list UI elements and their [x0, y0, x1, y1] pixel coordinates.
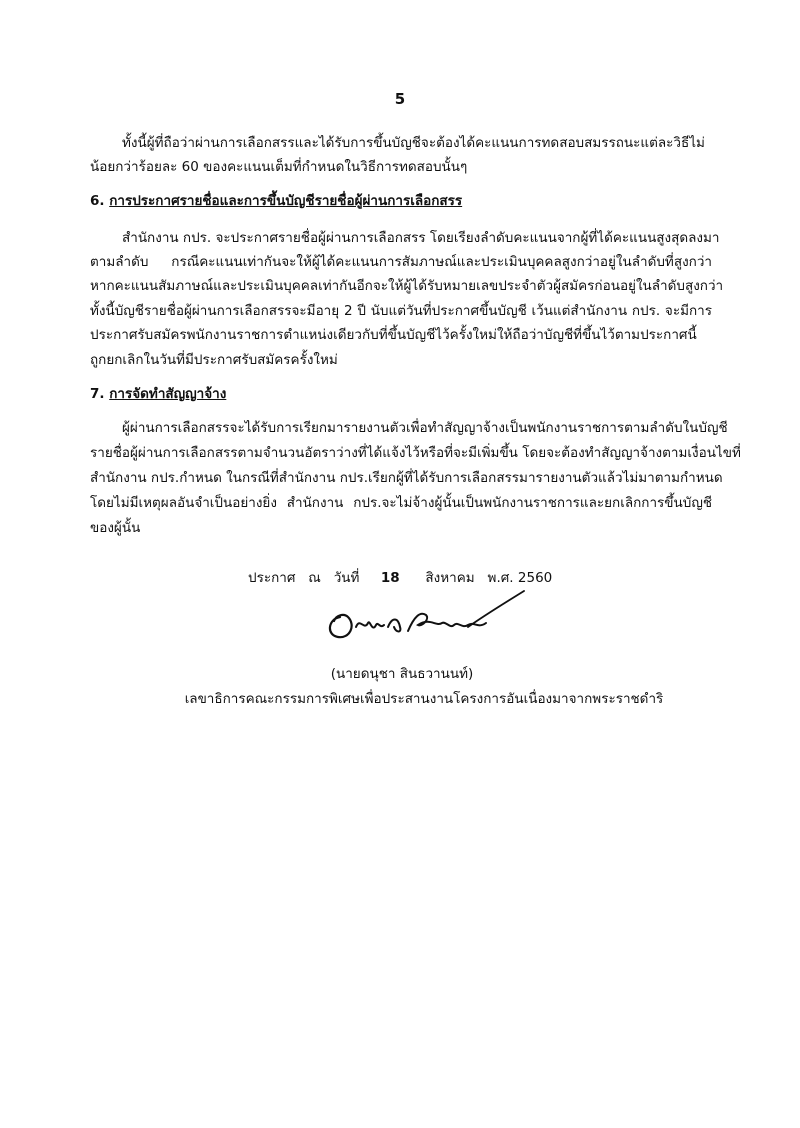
section-7-line-2: รายชื่อผู้ผ่านการเลือกสรรตามจำนวนอัตราว่างที่ได้แจ้งไว้หรือที่จะมีเพิ่มขึ้น โดยจะต้องทำสัญญาจ้างตามเงื่อนไขที่: [90, 445, 741, 461]
section-6-line-4: ทั้งนี้บัญชีรายชื่อผู้ผ่านการเลือกสรรจะมีอายุ 2 ปี นับแต่วันที่ประกาศขึ้นบัญชี เว้นแต่สำนักงาน กปร. จะมีการ: [90, 303, 712, 319]
section-6-title: การประกาศรายชื่อและการขึ้นบัญชีรายชื่อผู้ผ่านการเลือกสรร: [109, 193, 463, 209]
section-7-line-5: ของผู้นั้น: [90, 520, 141, 536]
announcement-day: 18: [380, 570, 400, 586]
announcement-year: 2560: [517, 570, 553, 586]
announcement-month: สิงหาคม: [425, 570, 475, 586]
section-7-line-1: ผู้ผ่านการเลือกสรรจะได้รับการเรียกมารายงานตัวเพื่อทำสัญญาจ้างเป็นพนักงานราชการตามลำดับในบัญชี: [122, 420, 728, 436]
section-7-line-3: สำนักงาน กปร.กำหนด ในกรณีที่สำนักงาน กปร.เรียกผู้ที่ได้รับการเลือกสรรมารายงานตัวแล้วไม่มาตามกำหนด: [90, 470, 723, 486]
signatory-name: (นายดนุชา สินธวานนท์): [330, 666, 474, 682]
continuation-line-1: ทั้งนี้ผู้ที่ถือว่าผ่านการเลือกสรรและได้รับการขึ้นบัญชีจะต้องได้คะแนนการทดสอบสมรรถนะแต่ละวิธีไม่: [122, 135, 705, 151]
section-6-heading: [90, 191, 712, 211]
section-7-line-4: โดยไม่มีเหตุผลอันจำเป็นอย่างยิ่ง สำนักงาน กปร.จะไม่จ้างผู้นั้นเป็นพนักงานราชการและยกเลิกการขึ้นบัญชี: [90, 495, 712, 511]
section-6-line-3: หากคะแนนสัมภาษณ์และประเมินบุคคลเท่ากันอีกจะให้ผู้ได้รับหมายเลขประจำตัวผู้สมัครก่อนอยู่ในลำดับสูงกว่า: [90, 278, 724, 294]
announcement-prefix: ประกาศ: [248, 570, 296, 586]
page-number: 5: [394, 90, 406, 108]
announcement-at: ณ: [308, 570, 321, 586]
section-6-line-5: ประกาศรับสมัครพนักงานราชการตำแหน่งเดียวกับที่ขึ้นบัญชีไว้ครั้งใหม่ให้ถือว่าบัญชีที่ขึ้นไว้ตามประกาศนี้: [90, 327, 697, 343]
continuation-line-2: น้อยกว่าร้อยละ 60 ของคะแนนเต็มที่กำหนดในวิธีการทดสอบนั้นๆ: [90, 159, 468, 175]
announcement-date: [248, 568, 648, 588]
signature-image: [318, 587, 528, 649]
section-7-number: 7.: [90, 386, 105, 402]
section-6-number: 6.: [90, 193, 105, 209]
section-6-line-2: ตามลำดับ กรณีคะแนนเท่ากันจะให้ผู้ได้คะแนนการสัมภาษณ์และประเมินบุคคลสูงกว่าอยู่ในลำดับที่สูงกว่า: [90, 254, 712, 270]
section-6-line-6: ถูกยกเลิกในวันที่มีประกาศรับสมัครครั้งใหม่: [90, 352, 338, 368]
section-7-heading: [90, 384, 712, 404]
announcement-day-label: วันที่: [333, 570, 360, 586]
signatory-position: เลขาธิการคณะกรรมการพิเศษเพื่อประสานงานโครงการอันเนื่องมาจากพระราชดำริ: [184, 691, 664, 707]
section-6-line-1: สำนักงาน กปร. จะประกาศรายชื่อผู้ผ่านการเลือกสรร โดยเรียงลำดับคะแนนจากผู้ที่ได้คะแนนสูงสุดลงมา: [122, 230, 720, 246]
section-7-title: การจัดทำสัญญาจ้าง: [109, 386, 227, 402]
announcement-era: พ.ศ.: [487, 570, 514, 586]
